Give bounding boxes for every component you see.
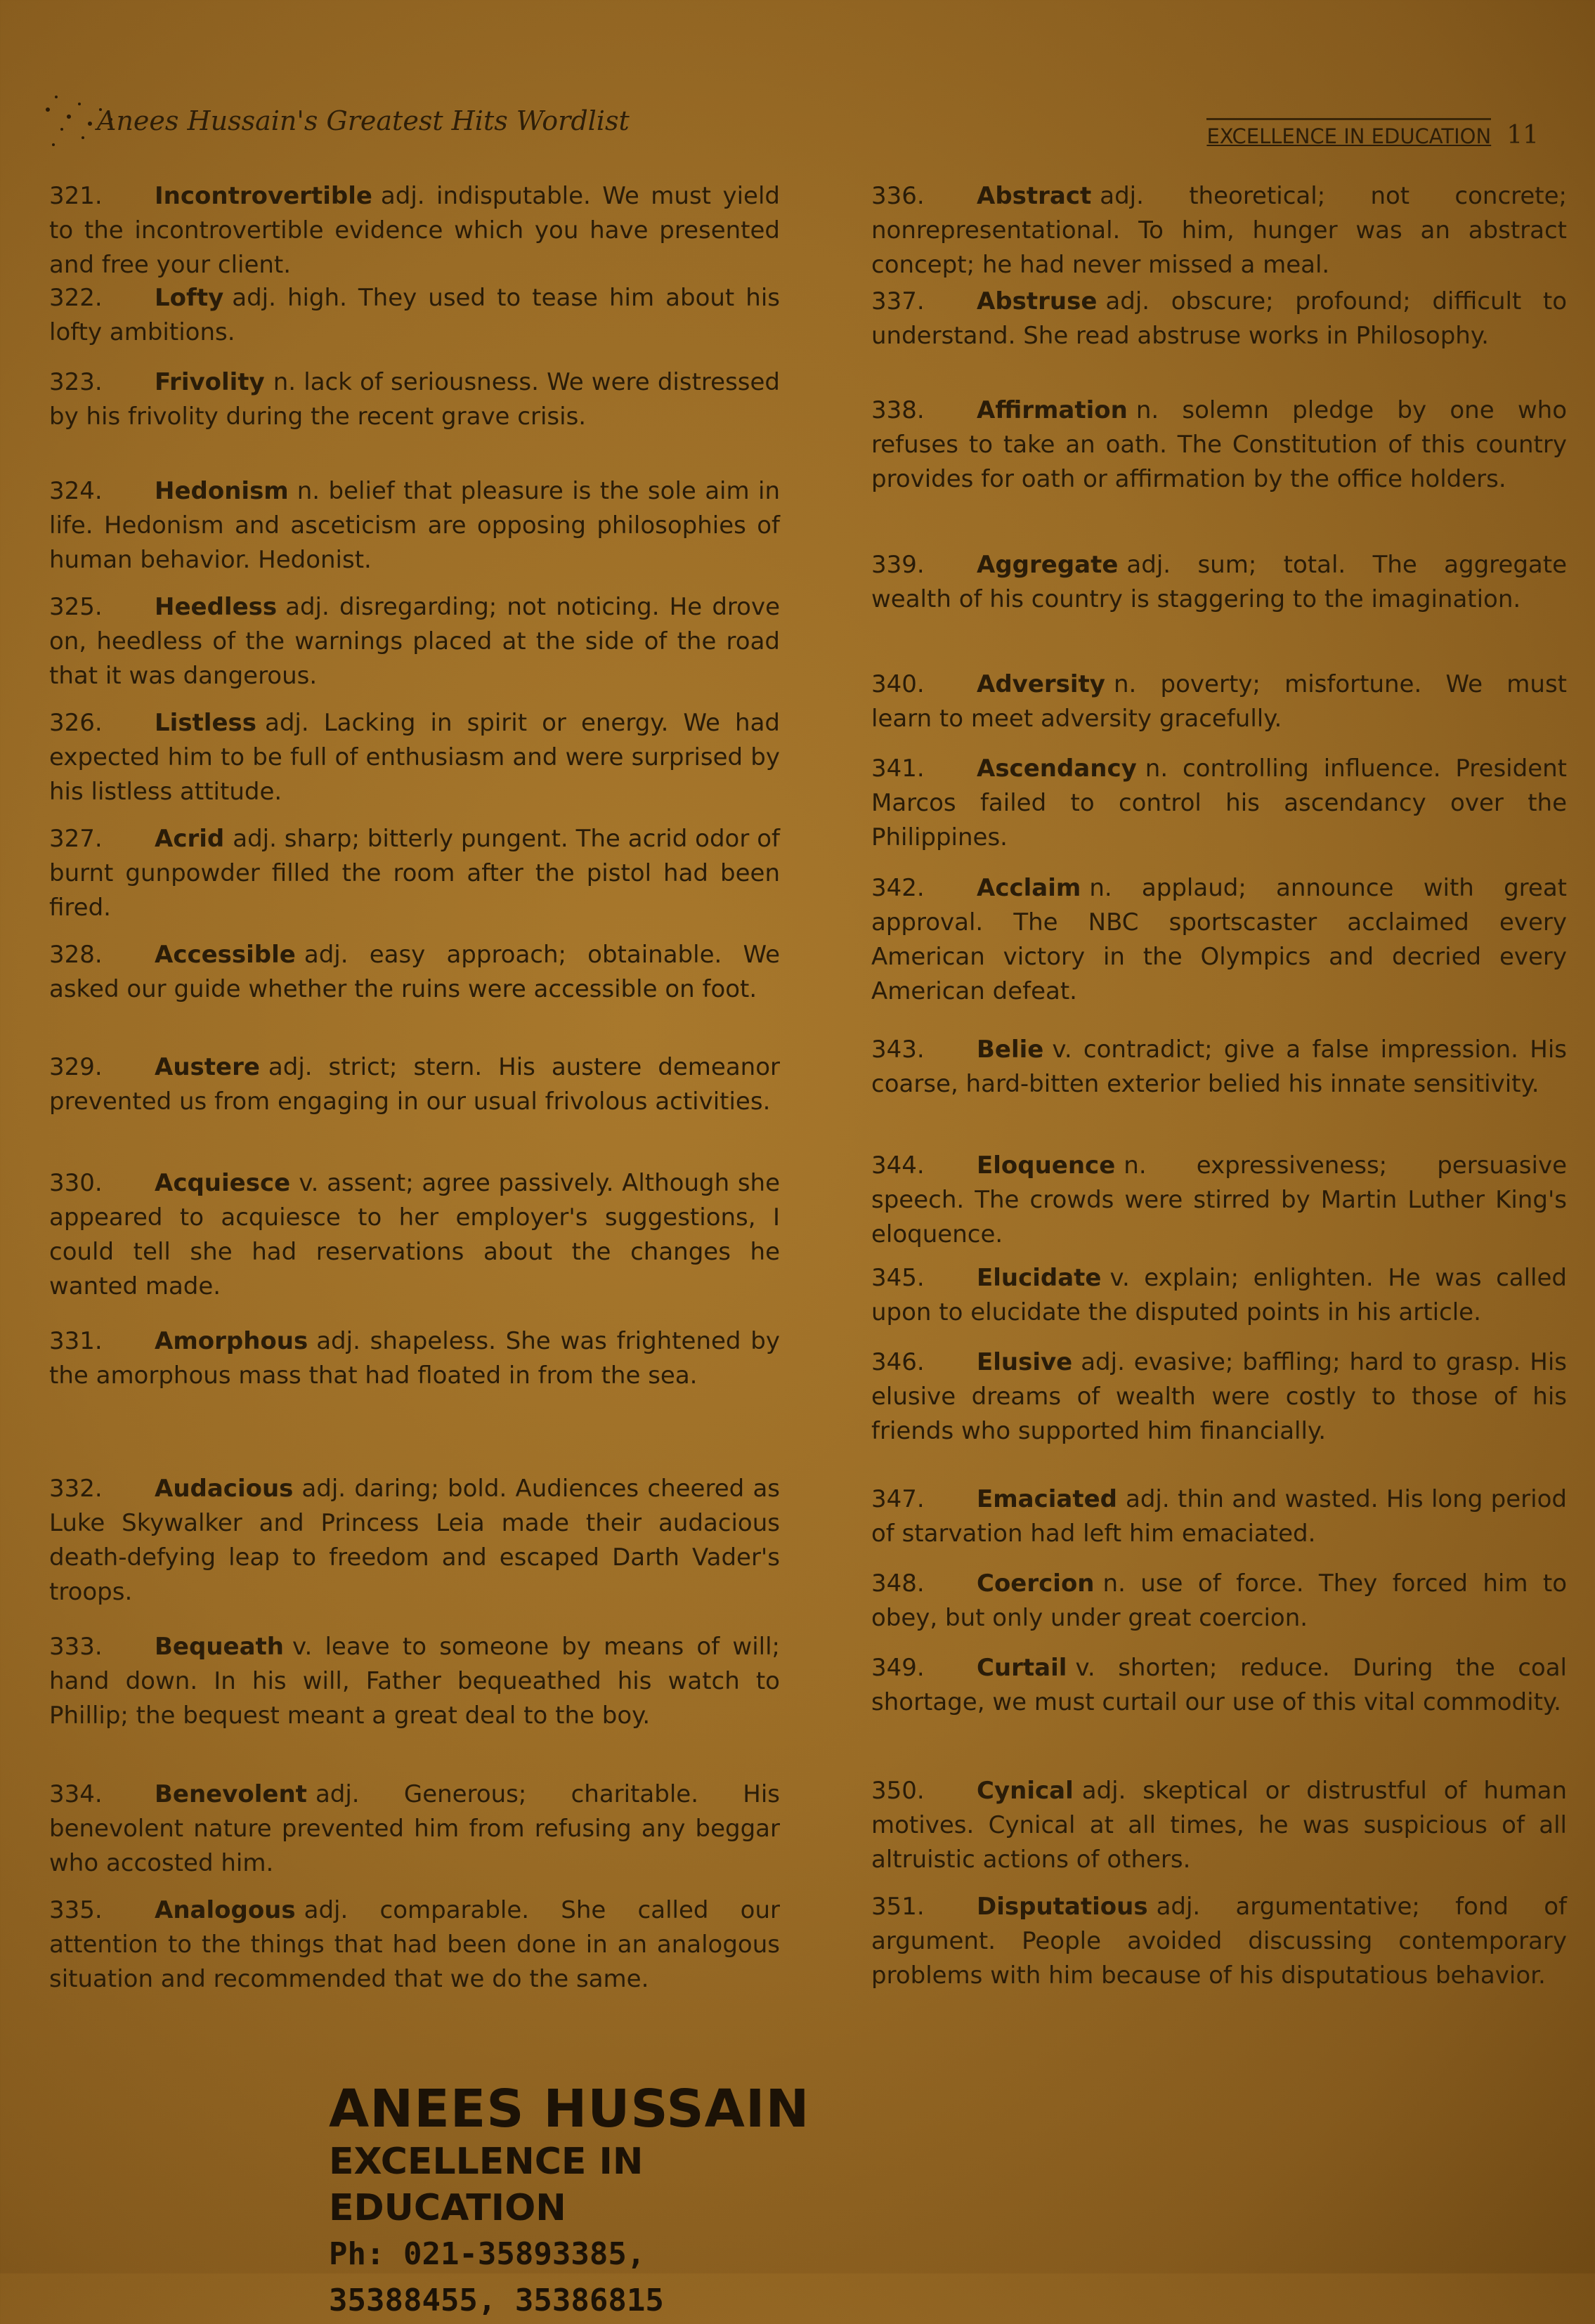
entry-definition: adj. Lacking in spirit or energy. We had expected him to be full of enthusiasm and were surprised by his listless attitude. bbox=[49, 709, 780, 806]
word-entry bbox=[871, 179, 1567, 282]
word-entry bbox=[871, 1149, 1567, 1252]
entry-word: Coercion bbox=[977, 1569, 1095, 1598]
entry-number: 350. bbox=[871, 1777, 925, 1805]
word-entry bbox=[49, 1050, 780, 1119]
footer-phone: Ph: 021-35893385, 35388455, 35386815 bbox=[329, 2236, 664, 2318]
entry-definition: n. poverty; misfortune. We must learn to meet adversity gracefully. bbox=[871, 670, 1567, 733]
entry-number: 338. bbox=[871, 396, 925, 424]
entry-word: Bequeath bbox=[155, 1633, 284, 1661]
entry-number: 331. bbox=[49, 1327, 103, 1355]
entry-number: 346. bbox=[871, 1348, 925, 1376]
entry-word: Disputatious bbox=[977, 1893, 1148, 1921]
word-entry bbox=[49, 1630, 780, 1733]
entry-number: 349. bbox=[871, 1654, 925, 1682]
entry-definition: n. use of force. They forced him to obey, but only under great coercion. bbox=[871, 1569, 1567, 1632]
entry-definition: adj. disregarding; not noticing. He drove on, heedless of the warnings placed at the side of the road that it was dangerous. bbox=[49, 593, 780, 690]
word-entry bbox=[49, 1166, 780, 1304]
footer-stamp bbox=[329, 2080, 821, 2324]
footer-tagline: EXCELLENCE IN EDUCATION bbox=[329, 2141, 644, 2229]
entry-definition: adj. high. They used to tease him about his lofty ambitions. bbox=[49, 284, 780, 346]
entry-definition: adj. sum; total. The aggregate wealth of his country is staggering to the imagination. bbox=[871, 551, 1567, 613]
entry-number: 343. bbox=[871, 1036, 925, 1064]
entry-word: Abstract bbox=[977, 182, 1092, 210]
word-entry bbox=[871, 871, 1567, 1009]
entry-number: 337. bbox=[871, 287, 925, 315]
entry-definition: n. applaud; announce with great approval. The NBC sportscaster acclaimed every American victory in the Olympics and decried every American defeat. bbox=[871, 874, 1567, 1005]
brand-label: EXCELLENCE IN EDUCATION bbox=[1206, 118, 1491, 148]
entry-definition: adj. obscure; profound; difficult to understand. She read abstruse works in Philosophy. bbox=[871, 287, 1567, 350]
entry-word: Acquiesce bbox=[155, 1169, 291, 1197]
word-entry bbox=[871, 285, 1567, 353]
word-entry bbox=[49, 938, 780, 1007]
entry-word: Listless bbox=[155, 709, 256, 737]
entry-definition: n. solemn pledge by one who refuses to take an oath. The Constitution of this country provides for oath or affirmation by the office holders. bbox=[871, 396, 1567, 493]
word-entry bbox=[49, 590, 780, 693]
entry-definition: adj. strict; stern. His austere demeanor prevented us from engaging in our usual frivolous activities. bbox=[49, 1053, 780, 1116]
entry-number: 333. bbox=[49, 1633, 103, 1661]
word-entry bbox=[49, 1472, 780, 1610]
entry-definition: adj. skeptical or distrustful of human motives. Cynical at all times, he was suspicious of all altruistic actions of others. bbox=[871, 1777, 1567, 1874]
word-entry bbox=[49, 179, 780, 282]
word-entry bbox=[49, 822, 780, 925]
word-entry bbox=[49, 1893, 780, 1997]
entry-definition: adj. theoretical; not concrete; nonrepresentational. To him, hunger was an abstract concept; he had never missed a meal. bbox=[871, 182, 1567, 279]
entry-word: Austere bbox=[155, 1053, 260, 1081]
entry-number: 335. bbox=[49, 1896, 103, 1924]
word-entry bbox=[871, 1345, 1567, 1449]
entry-word: Hedonism bbox=[155, 477, 289, 505]
entry-word: Aggregate bbox=[977, 551, 1119, 579]
word-entry bbox=[871, 548, 1567, 617]
entry-definition: adj. Generous; charitable. His benevolent nature prevented him from refusing any beggar who accosted him. bbox=[49, 1780, 780, 1877]
entry-word: Incontrovertible bbox=[155, 182, 372, 210]
entry-word: Ascendancy bbox=[977, 755, 1137, 783]
word-entry bbox=[49, 1777, 780, 1881]
entry-definition: adj. shapeless. She was frightened by the amorphous mass that had floated in from the sea. bbox=[49, 1327, 780, 1390]
word-entry bbox=[49, 365, 780, 434]
entry-definition: n. belief that pleasure is the sole aim in life. Hedonism and asceticism are opposing philosophies of human behavior. Hedonist. bbox=[49, 477, 780, 574]
word-entry bbox=[871, 667, 1567, 736]
word-entry bbox=[49, 1324, 780, 1393]
entry-number: 324. bbox=[49, 477, 103, 505]
entry-word: Lofty bbox=[155, 284, 224, 312]
entry-number: 340. bbox=[871, 670, 925, 698]
word-entry bbox=[871, 1261, 1567, 1330]
entry-word: Audacious bbox=[155, 1475, 294, 1503]
page-header-right bbox=[1206, 118, 1539, 150]
entry-word: Eloquence bbox=[977, 1151, 1116, 1180]
entry-definition: v. leave to someone by means of will; hand down. In his will, Father bequeathed his watch to Phillip; the bequest meant a great deal to the boy. bbox=[49, 1633, 780, 1730]
entry-word: Cynical bbox=[977, 1777, 1074, 1805]
entry-number: 323. bbox=[49, 368, 103, 396]
entry-word: Acrid bbox=[155, 825, 225, 853]
entry-number: 321. bbox=[49, 182, 103, 210]
entry-word: Benevolent bbox=[155, 1780, 307, 1808]
entry-definition: adj. indisputable. We must yield to the incontrovertible evidence which you have presented and free your client. bbox=[49, 182, 780, 279]
entry-number: 332. bbox=[49, 1475, 103, 1503]
footer-name: ANEES HUSSAIN bbox=[329, 2079, 810, 2139]
word-entry bbox=[871, 1651, 1567, 1720]
entry-word: Affirmation bbox=[977, 396, 1128, 424]
entry-definition: adj. thin and wasted. His long period of starvation had left him emaciated. bbox=[871, 1485, 1567, 1548]
entry-word: Frivolity bbox=[155, 368, 265, 396]
entry-definition: v. assent; agree passively. Although she appeared to acquiesce to her employer's suggestions, I could tell she had reservations about the changes he wanted made. bbox=[49, 1169, 780, 1300]
entry-number: 341. bbox=[871, 755, 925, 783]
entry-number: 339. bbox=[871, 551, 925, 579]
entry-definition: v. contradict; give a false impression. His coarse, hard-bitten exterior belied his innate sensitivity. bbox=[871, 1036, 1567, 1098]
entry-word: Elusive bbox=[977, 1348, 1073, 1376]
entry-definition: adj. comparable. She called our attention to the things that had been done in an analogous situation and recommended that we do the same. bbox=[49, 1896, 780, 1993]
entry-definition: n. lack of seriousness. We were distressed by his frivolity during the recent grave crisis. bbox=[49, 368, 780, 431]
entry-number: 322. bbox=[49, 284, 103, 312]
entry-word: Elucidate bbox=[977, 1264, 1102, 1292]
page-number: 11 bbox=[1506, 121, 1539, 150]
word-entry bbox=[871, 1567, 1567, 1636]
entry-word: Emaciated bbox=[977, 1485, 1117, 1513]
entry-number: 326. bbox=[49, 709, 103, 737]
entry-number: 328. bbox=[49, 941, 103, 969]
entry-number: 348. bbox=[871, 1569, 925, 1598]
entry-word: Amorphous bbox=[155, 1327, 308, 1355]
entry-number: 347. bbox=[871, 1485, 925, 1513]
entry-definition: adj. daring; bold. Audiences cheered as Luke Skywalker and Princess Leia made their audacious death-defying leap to freedom and escaped Darth Vader's troops. bbox=[49, 1475, 780, 1606]
entry-number: 344. bbox=[871, 1151, 925, 1180]
entry-number: 336. bbox=[871, 182, 925, 210]
entry-word: Acclaim bbox=[977, 874, 1081, 902]
entry-number: 329. bbox=[49, 1053, 103, 1081]
entry-definition: n. expressiveness; persuasive speech. The crowds were stirred by Martin Luther King's eloquence. bbox=[871, 1151, 1567, 1248]
entry-word: Adversity bbox=[977, 670, 1105, 698]
word-entry bbox=[871, 752, 1567, 855]
entry-definition: n. controlling influence. President Marcos failed to control his ascendancy over the Philippines. bbox=[871, 755, 1567, 851]
word-entry bbox=[49, 706, 780, 809]
entry-word: Analogous bbox=[155, 1896, 296, 1924]
entry-number: 351. bbox=[871, 1893, 925, 1921]
entry-number: 325. bbox=[49, 593, 103, 621]
entry-number: 334. bbox=[49, 1780, 103, 1808]
entry-number: 330. bbox=[49, 1169, 103, 1197]
entry-definition: adj. argumentative; fond of argument. People avoided discussing contemporary problems with him because of his disputatious behavior. bbox=[871, 1893, 1567, 1990]
word-entry bbox=[871, 1774, 1567, 1877]
entry-word: Heedless bbox=[155, 593, 278, 621]
entry-number: 327. bbox=[49, 825, 103, 853]
entry-number: 342. bbox=[871, 874, 925, 902]
word-entry bbox=[871, 1890, 1567, 1993]
word-entry bbox=[49, 474, 780, 577]
word-entry bbox=[871, 393, 1567, 497]
word-entry bbox=[871, 1482, 1567, 1551]
entry-definition: v. explain; enlighten. He was called upon to elucidate the disputed points in his article. bbox=[871, 1264, 1567, 1326]
word-entry bbox=[49, 281, 780, 350]
entry-definition: adj. evasive; baffling; hard to grasp. His elusive dreams of wealth were costly to those of his friends who supported him financially. bbox=[871, 1348, 1567, 1445]
entry-word: Belie bbox=[977, 1036, 1044, 1064]
entry-definition: adj. sharp; bitterly pungent. The acrid odor of burnt gunpowder filled the room after the pistol had been fired. bbox=[49, 825, 780, 922]
word-entry bbox=[871, 1033, 1567, 1102]
wordlist-title: Anees Hussain's Greatest Hits Wordlist bbox=[97, 105, 630, 136]
entry-word: Curtail bbox=[977, 1654, 1067, 1682]
entry-definition: adj. easy approach; obtainable. We asked our guide whether the ruins were accessible on foot. bbox=[49, 941, 780, 1003]
entry-definition: v. shorten; reduce. During the coal shortage, we must curtail our use of this vital commodity. bbox=[871, 1654, 1567, 1716]
entry-word: Accessible bbox=[155, 941, 296, 969]
entry-word: Abstruse bbox=[977, 287, 1098, 315]
entry-number: 345. bbox=[871, 1264, 925, 1292]
